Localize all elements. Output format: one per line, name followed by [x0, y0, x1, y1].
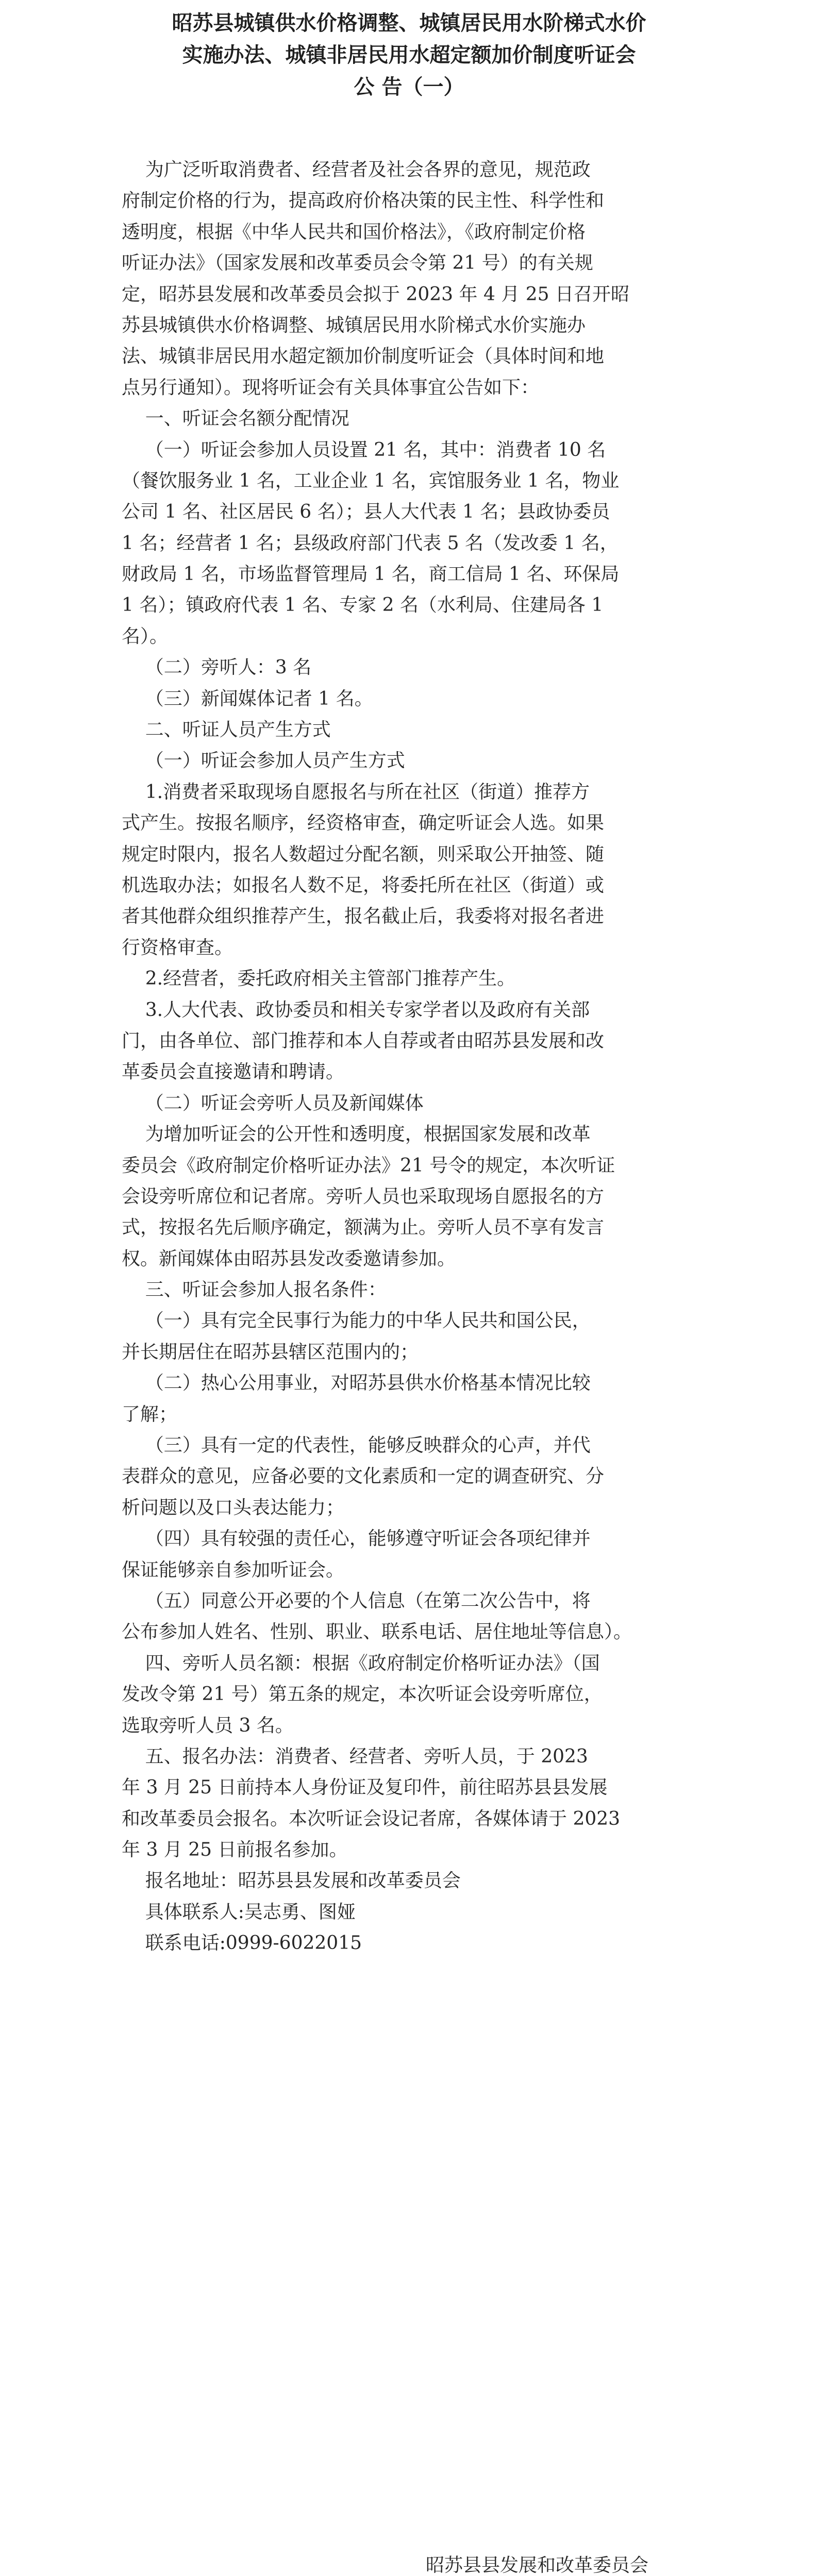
- body-line: （一）具有完全民事行为能力的中华人民共和国公民，: [122, 1310, 591, 1332]
- body-line: （二）听证会旁听人员及新闻媒体: [122, 1092, 424, 1114]
- body-line: 式，按报名先后顺序确定，额满为止。旁听人员不享有发言: [122, 1217, 605, 1239]
- body-line: 权。新闻媒体由昭苏县发改委邀请参加。: [122, 1248, 456, 1269]
- body-line: 委员会《政府制定价格听证办法》21 号令的规定，本次听证: [122, 1155, 615, 1176]
- body-line: 四、旁听人员名额：根据《政府制定价格听证办法》（国: [122, 1652, 600, 1674]
- body-line: 1 名；经营者 1 名；县级政府部门代表 5 名（发改委 1 名，: [122, 532, 619, 554]
- body-line: 联系电话:0999-6022015: [122, 1933, 362, 1954]
- body-line: 1.消费者采取现场自愿报名与所在社区（街道）推荐方: [122, 781, 590, 803]
- body-line: 年 3 月 25 日前持本人身份证及复印件，前往昭苏县县发展: [122, 1777, 608, 1799]
- body-line: 为增加听证会的公开性和透明度，根据国家发展和改革: [122, 1124, 591, 1145]
- body-line: 府制定价格的行为，提高政府价格决策的民主性、科学性和: [122, 190, 605, 212]
- body-line: （三）新闻媒体记者 1 名。: [122, 688, 373, 709]
- body-line: 会设旁听席位和记者席。旁听人员也采取现场自愿报名的方: [122, 1185, 605, 1207]
- body-line: 表群众的意见，应备必要的文化素质和一定的调查研究、分: [122, 1466, 605, 1487]
- body-line: 3.人大代表、政协委员和相关专家学者以及政府有关部: [122, 999, 590, 1021]
- body-line: 定，昭苏县发展和改革委员会拟于 2023 年 4 月 25 日召开昭: [122, 283, 629, 305]
- body-line: （二）热心公用事业，对昭苏县供水价格基本情况比较: [122, 1372, 591, 1394]
- body-line: 选取旁听人员 3 名。: [122, 1715, 294, 1736]
- body-line: 者其他群众组织推荐产生，报名截止后，我委将对报名者进: [122, 906, 605, 927]
- body-line: 革委员会直接邀请和聘请。: [122, 1061, 345, 1083]
- body-line: 公司 1 名、社区居民 6 名）；县人大代表 1 名；县政协委员: [122, 501, 610, 523]
- body-line: （三）具有一定的代表性，能够反映群众的心声，并代: [122, 1435, 591, 1456]
- body-line: 透明度，根据《中华人民共和国价格法》，《政府制定价格: [122, 221, 586, 243]
- body-line: 点另行通知）。现将听证会有关具体事宜公告如下：: [122, 377, 540, 398]
- body-line: 析问题以及口头表达能力；: [122, 1497, 345, 1518]
- body-line: 行资格审查。: [122, 937, 233, 958]
- body-line: （四）具有较强的责任心，能够遵守听证会各项纪律并: [122, 1528, 591, 1550]
- body-line: 1 名）；镇政府代表 1 名、专家 2 名（水利局、住建局各 1: [122, 595, 604, 616]
- body-line: 和改革委员会报名。本次听证会设记者席，各媒体请于 2023: [122, 1808, 621, 1829]
- body-line: 二、听证人员产生方式: [122, 719, 331, 741]
- body-line: 五、报名办法：消费者、经营者、旁听人员，于 2023: [122, 1745, 588, 1767]
- body-line: （一）听证会参加人员设置 21 名，其中：消费者 10 名: [122, 439, 606, 461]
- body-line: 三、听证会参加人报名条件：: [122, 1279, 387, 1301]
- body-line: （餐饮服务业 1 名，工业企业 1 名，宾馆服务业 1 名，物业: [122, 470, 620, 492]
- body-line: 并长期居住在昭苏县辖区范围内的；: [122, 1341, 419, 1363]
- body-line: 名）。: [122, 625, 169, 647]
- body-line: 发改令第 21 号）第五条的规定，本次听证会设旁听席位，: [122, 1684, 603, 1705]
- body-line: （一）听证会参加人员产生方式: [122, 750, 405, 772]
- notice-title: [0, 7, 818, 103]
- notice-body: [122, 155, 707, 1959]
- body-line: 规定时限内，报名人数超过分配名额，则采取公开抽签、随: [122, 843, 605, 865]
- body-line: 式产生。按报名顺序，经资格审查，确定听证会人选。如果: [122, 812, 605, 834]
- body-line: 苏县城镇供水价格调整、城镇居民用水阶梯式水价实施办: [122, 314, 586, 336]
- title-line: 实施办法、城镇非居民用水超定额加价制度听证会: [182, 43, 636, 67]
- body-line: 法、城镇非居民用水超定额加价制度听证会（具体时间和地: [122, 346, 605, 367]
- body-line: （二）旁听人：3 名: [122, 657, 312, 679]
- body-line: 为广泛听取消费者、经营者及社会各界的意见，规范政: [122, 159, 591, 180]
- body-line: 一、听证会名额分配情况: [122, 408, 349, 430]
- title-line: 公 告（一）: [354, 75, 464, 99]
- body-line: 机选取办法；如报名人数不足，将委托所在社区（街道）或: [122, 874, 605, 896]
- body-line: 年 3 月 25 日前报名参加。: [122, 1839, 348, 1861]
- signature-organization: 昭苏县县发展和改革委员会: [426, 2555, 649, 2576]
- body-line: 保证能够亲自参加听证会。: [122, 1559, 345, 1581]
- body-line: 2.经营者，委托政府相关主管部门推荐产生。: [122, 968, 516, 990]
- body-line: 具体联系人:吴志勇、图娅: [122, 1901, 356, 1923]
- body-line: 公布参加人姓名、性别、职业、联系电话、居住地址等信息）。: [122, 1621, 632, 1643]
- body-line: （五）同意公开必要的个人信息（在第二次公告中，将: [122, 1590, 591, 1612]
- body-line: 听证办法》（国家发展和改革委员会令第 21 号）的有关规: [122, 252, 593, 274]
- title-line: 昭苏县城镇供水价格调整、城镇居民用水阶梯式水价: [172, 11, 646, 35]
- body-line: 财政局 1 名，市场监督管理局 1 名，商工信局 1 名、环保局: [122, 564, 620, 585]
- body-line: 了解；: [122, 1403, 178, 1425]
- body-line: 报名地址：昭苏县县发展和改革委员会: [122, 1870, 461, 1892]
- body-line: 门，由各单位、部门推荐和本人自荐或者由昭苏县发展和改: [122, 1030, 605, 1052]
